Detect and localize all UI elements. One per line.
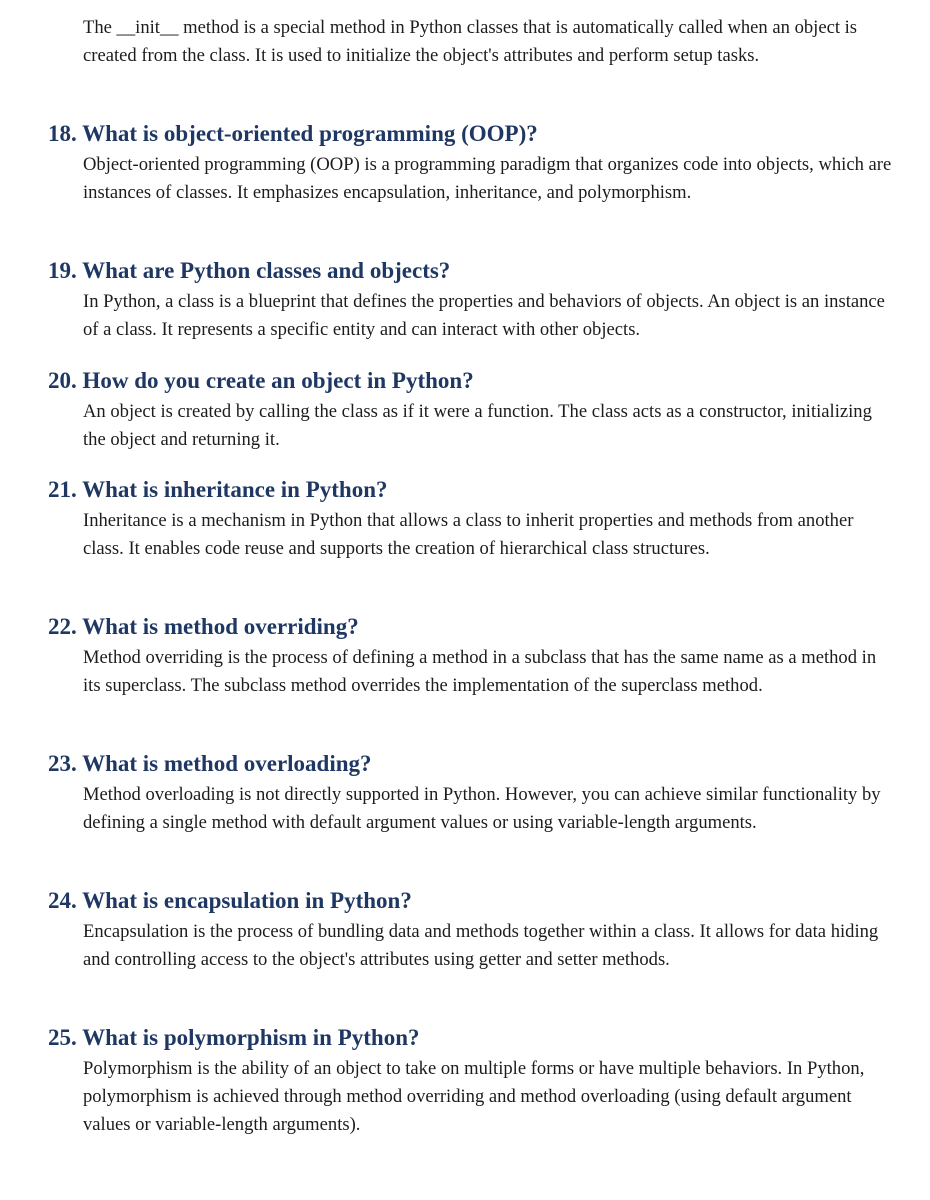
question-heading: 20. How do you create an object in Python?	[48, 368, 474, 393]
question-heading: 25. What is polymorphism in Python?	[48, 1025, 420, 1050]
question-heading: 24. What is encapsulation in Python?	[48, 888, 412, 913]
answer-paragraph: An object is created by calling the class as if it were a function. The class acts as a constructor, initializing the object and returning it.	[83, 401, 872, 450]
qa-item-21	[48, 475, 898, 563]
qa-item-24	[48, 886, 898, 974]
answer-paragraph: In Python, a class is a blueprint that defines the properties and behaviors of objects. An object is an instance of a class. It represents a specific entity and can interact with other objects.	[83, 291, 885, 340]
question-heading: 18. What is object-oriented programming (OOP)?	[48, 121, 538, 146]
qa-item-19	[48, 256, 898, 344]
answer-paragraph: Method overloading is not directly supported in Python. However, you can achieve similar functionality by defining a single method with default argument values or using variable-length arguments.	[83, 784, 881, 833]
qa-item-23	[48, 749, 898, 837]
qa-item-20	[48, 366, 898, 454]
answer-paragraph: Method overriding is the process of defining a method in a subclass that has the same name as a method in its superclass. The subclass method overrides the implementation of the superclass method.	[83, 647, 877, 696]
question-heading: 22. What is method overriding?	[48, 614, 359, 639]
answer-paragraph: Inheritance is a mechanism in Python that allows a class to inherit properties and methods from another class. It enables code reuse and supports the creation of hierarchical class structures.	[83, 510, 854, 559]
qa-item-18	[48, 119, 898, 207]
qa-item-25	[48, 1023, 898, 1139]
answer-paragraph: Polymorphism is the ability of an object to take on multiple forms or have multiple behaviors. In Python, polymorphism is achieved through method overriding and method overloading (using default argument values or variable-length arguments).	[83, 1058, 865, 1135]
qa-item-22	[48, 612, 898, 700]
question-heading: 21. What is inheritance in Python?	[48, 477, 388, 502]
question-heading: 23. What is method overloading?	[48, 751, 372, 776]
question-heading: 19. What are Python classes and objects?	[48, 258, 451, 283]
intro-paragraph: The __init__ method is a special method in Python classes that is automatically called when an object is created from the class. It is used to initialize the object's attributes and perform setup tasks.	[83, 17, 858, 66]
answer-paragraph: Object-oriented programming (OOP) is a programming paradigm that organizes code into objects, which are instances of classes. It emphasizes encapsulation, inheritance, and polymorphism.	[83, 154, 892, 203]
answer-paragraph: Encapsulation is the process of bundling data and methods together within a class. It allows for data hiding and controlling access to the object's attributes using getter and setter methods.	[83, 921, 879, 970]
